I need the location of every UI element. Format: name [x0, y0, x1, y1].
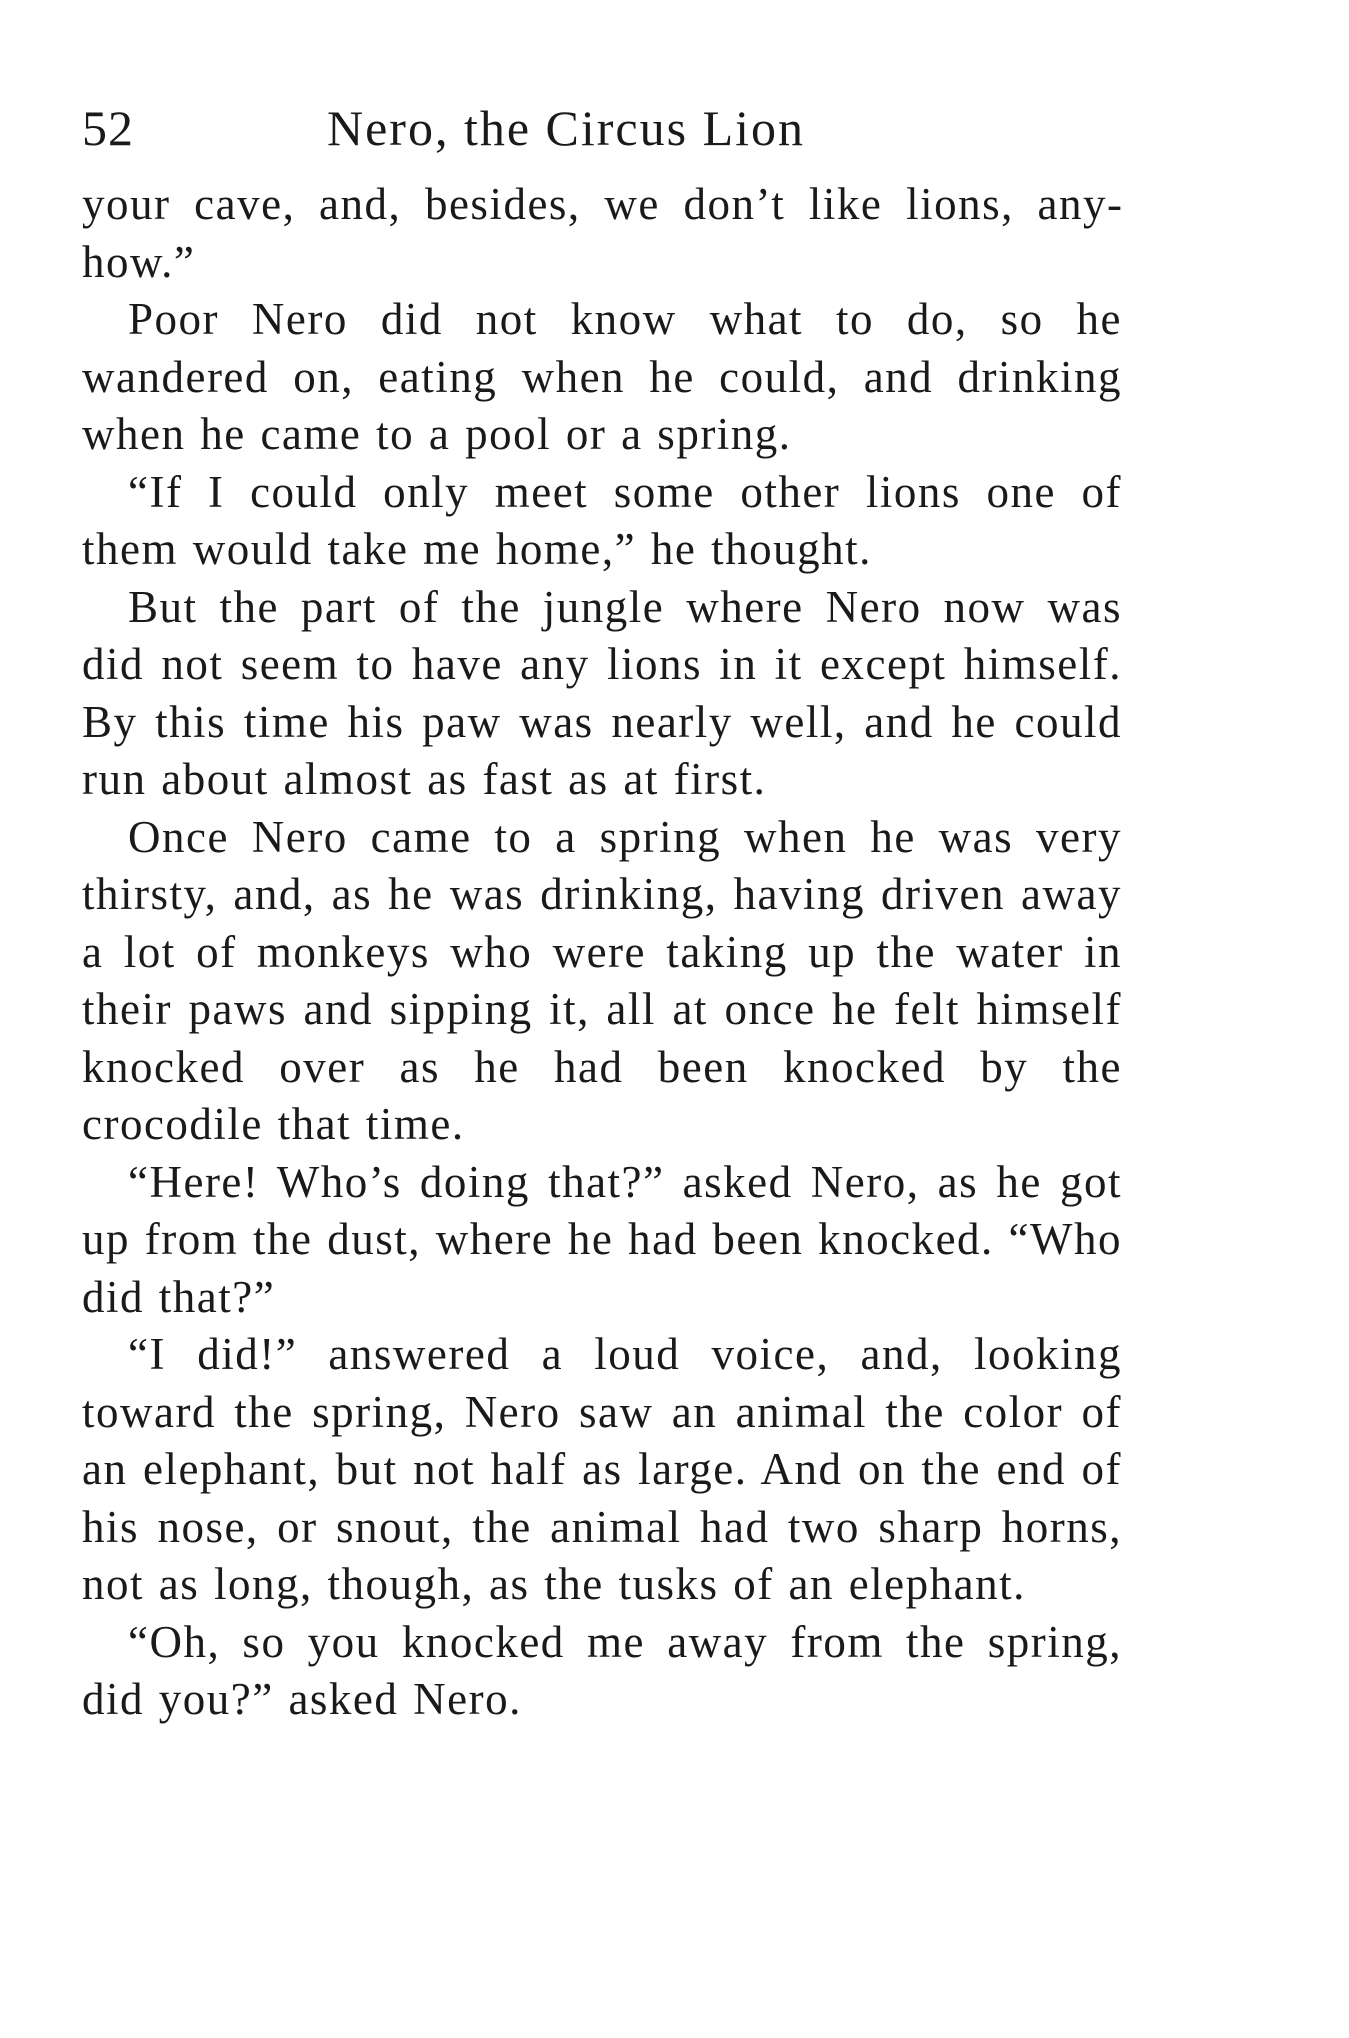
book-page: [82, 88, 1122, 1729]
body-text: [82, 176, 1122, 1729]
running-head: [82, 88, 1122, 168]
paragraph: Poor Nero did not know what to do, so he wandered on, eating when he could, and drinking when he came to a pool or a spring.: [82, 294, 1122, 459]
paragraph: “I did!” answered a loud voice, and, looking toward the spring, Nero saw an animal the color of an elephant, but not half as large. And on the end of his nose, or snout, the animal had two sharp horns, not as long, though, as the tusks of an elephant.: [82, 1329, 1122, 1609]
paragraph: “If I could only meet some other lions one of them would take me home,” he thought.: [82, 466, 1122, 574]
paragraph: “Here! Who’s doing that?” asked Nero, as he got up from the dust, where he had been knocked. “Who did that?”: [82, 1156, 1122, 1322]
page-number: 52: [82, 100, 134, 156]
paragraph: Once Nero came to a spring when he was very thirsty, and, as he was drinking, having driven away a lot of monkeys who were taking up the water in their paws and sipping it, all at once he felt himself knocked over as he had been knocked by the crocodile that time.: [82, 811, 1122, 1149]
running-title: Nero, the Circus Lion: [327, 100, 806, 156]
paragraph: But the part of the jungle where Nero now was did not seem to have any lions in it except himself. By this time his paw was nearly well, and he could run about almost as fast as at first.: [82, 581, 1122, 804]
paragraph: “Oh, so you knocked me away from the spring, did you?” asked Nero.: [82, 1616, 1122, 1724]
paragraph-continued: your cave, and, besides, we don’t like lions, anyhow.”: [82, 179, 1122, 287]
